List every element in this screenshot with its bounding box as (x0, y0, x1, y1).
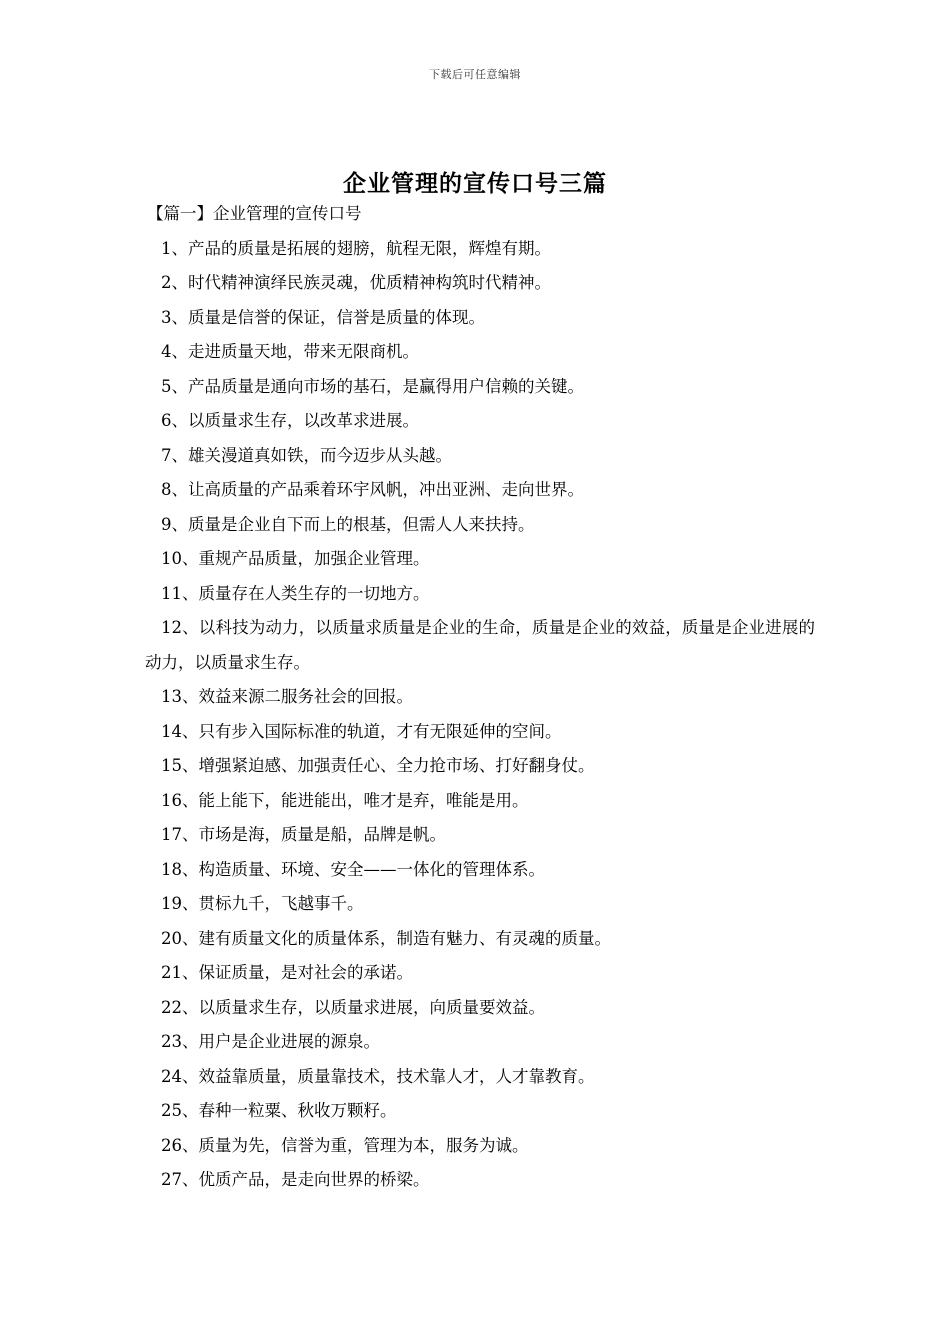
slogan-item: 25、春种一粒粟、秋收万颗籽。 (161, 1101, 397, 1120)
slogan-item: 23、用户是企业进展的源泉。 (161, 1032, 380, 1051)
slogan-item: 21、保证质量，是对社会的承诺。 (161, 963, 413, 982)
slogan-item: 24、效益靠质量，质量靠技术，技术靠人才，人才靠教育。 (161, 1066, 595, 1086)
slogan-item: 17、市场是海，质量是船，品牌是帆。 (161, 825, 446, 844)
slogan-item: 1、产品的质量是拓展的翅膀，航程无限，辉煌有期。 (161, 238, 551, 258)
slogan-item: 22、以质量求生存，以质量求进展，向质量要效益。 (161, 997, 545, 1017)
slogan-item: 5、产品质量是通向市场的基石，是赢得用户信赖的关键。 (161, 376, 584, 396)
slogan-item: 10、重规产品质量，加强企业管理。 (161, 549, 430, 568)
slogan-item: 2、时代精神演绎民族灵魂，优质精神构筑时代精神。 (161, 273, 551, 292)
slogan-item: 14、只有步入国际标准的轨道，才有无限延伸的空间。 (161, 721, 562, 741)
slogan-item: 19、贯标九千，飞越事千。 (161, 894, 364, 913)
slogan-item: 12、以科技为动力，以质量求质量是企业的生命，质量是企业的效益，质量是企业进展的动力，以质量求生存。 (145, 618, 815, 672)
document-title: 企业管理的宣传口号三篇 (343, 170, 607, 198)
document-body (145, 197, 815, 1198)
slogan-item: 15、增强紧迫感、加强责任心、全力抢市场、打好翻身仗。 (161, 756, 595, 775)
section-heading: 【篇一】企业管理的宣传口号 (147, 204, 362, 223)
slogan-item: 27、优质产品，是走向世界的桥梁。 (161, 1170, 430, 1189)
slogan-item: 7、雄关漫道真如铁，而今迈步从头越。 (161, 445, 452, 465)
slogan-item: 20、建有质量文化的质量体系，制造有魅力、有灵魂的质量。 (161, 928, 611, 948)
slogan-item: 3、质量是信誉的保证，信誉是质量的体现。 (161, 307, 485, 327)
slogan-list (145, 232, 815, 1198)
slogan-item: 6、以质量求生存，以改革求进展。 (161, 411, 419, 430)
slogan-item: 8、让高质量的产品乘着环宇风帆，冲出亚洲、走向世界。 (161, 480, 584, 499)
slogan-item: 13、效益来源二服务社会的回报。 (161, 687, 413, 706)
slogan-item: 26、质量为先，信誉为重，管理为本，服务为诚。 (161, 1135, 529, 1155)
slogan-item: 9、质量是企业自下而上的根基，但需人人来扶持。 (161, 514, 535, 534)
slogan-item: 16、能上能下，能进能出，唯才是弃，唯能是用。 (161, 790, 529, 810)
page-header-note: 下载后可任意编辑 (429, 68, 521, 81)
slogan-item: 4、走进质量天地，带来无限商机。 (161, 342, 419, 361)
slogan-item: 18、构造质量、环境、安全——一体化的管理体系。 (161, 859, 545, 879)
slogan-item: 11、质量存在人类生存的一切地方。 (161, 583, 430, 603)
